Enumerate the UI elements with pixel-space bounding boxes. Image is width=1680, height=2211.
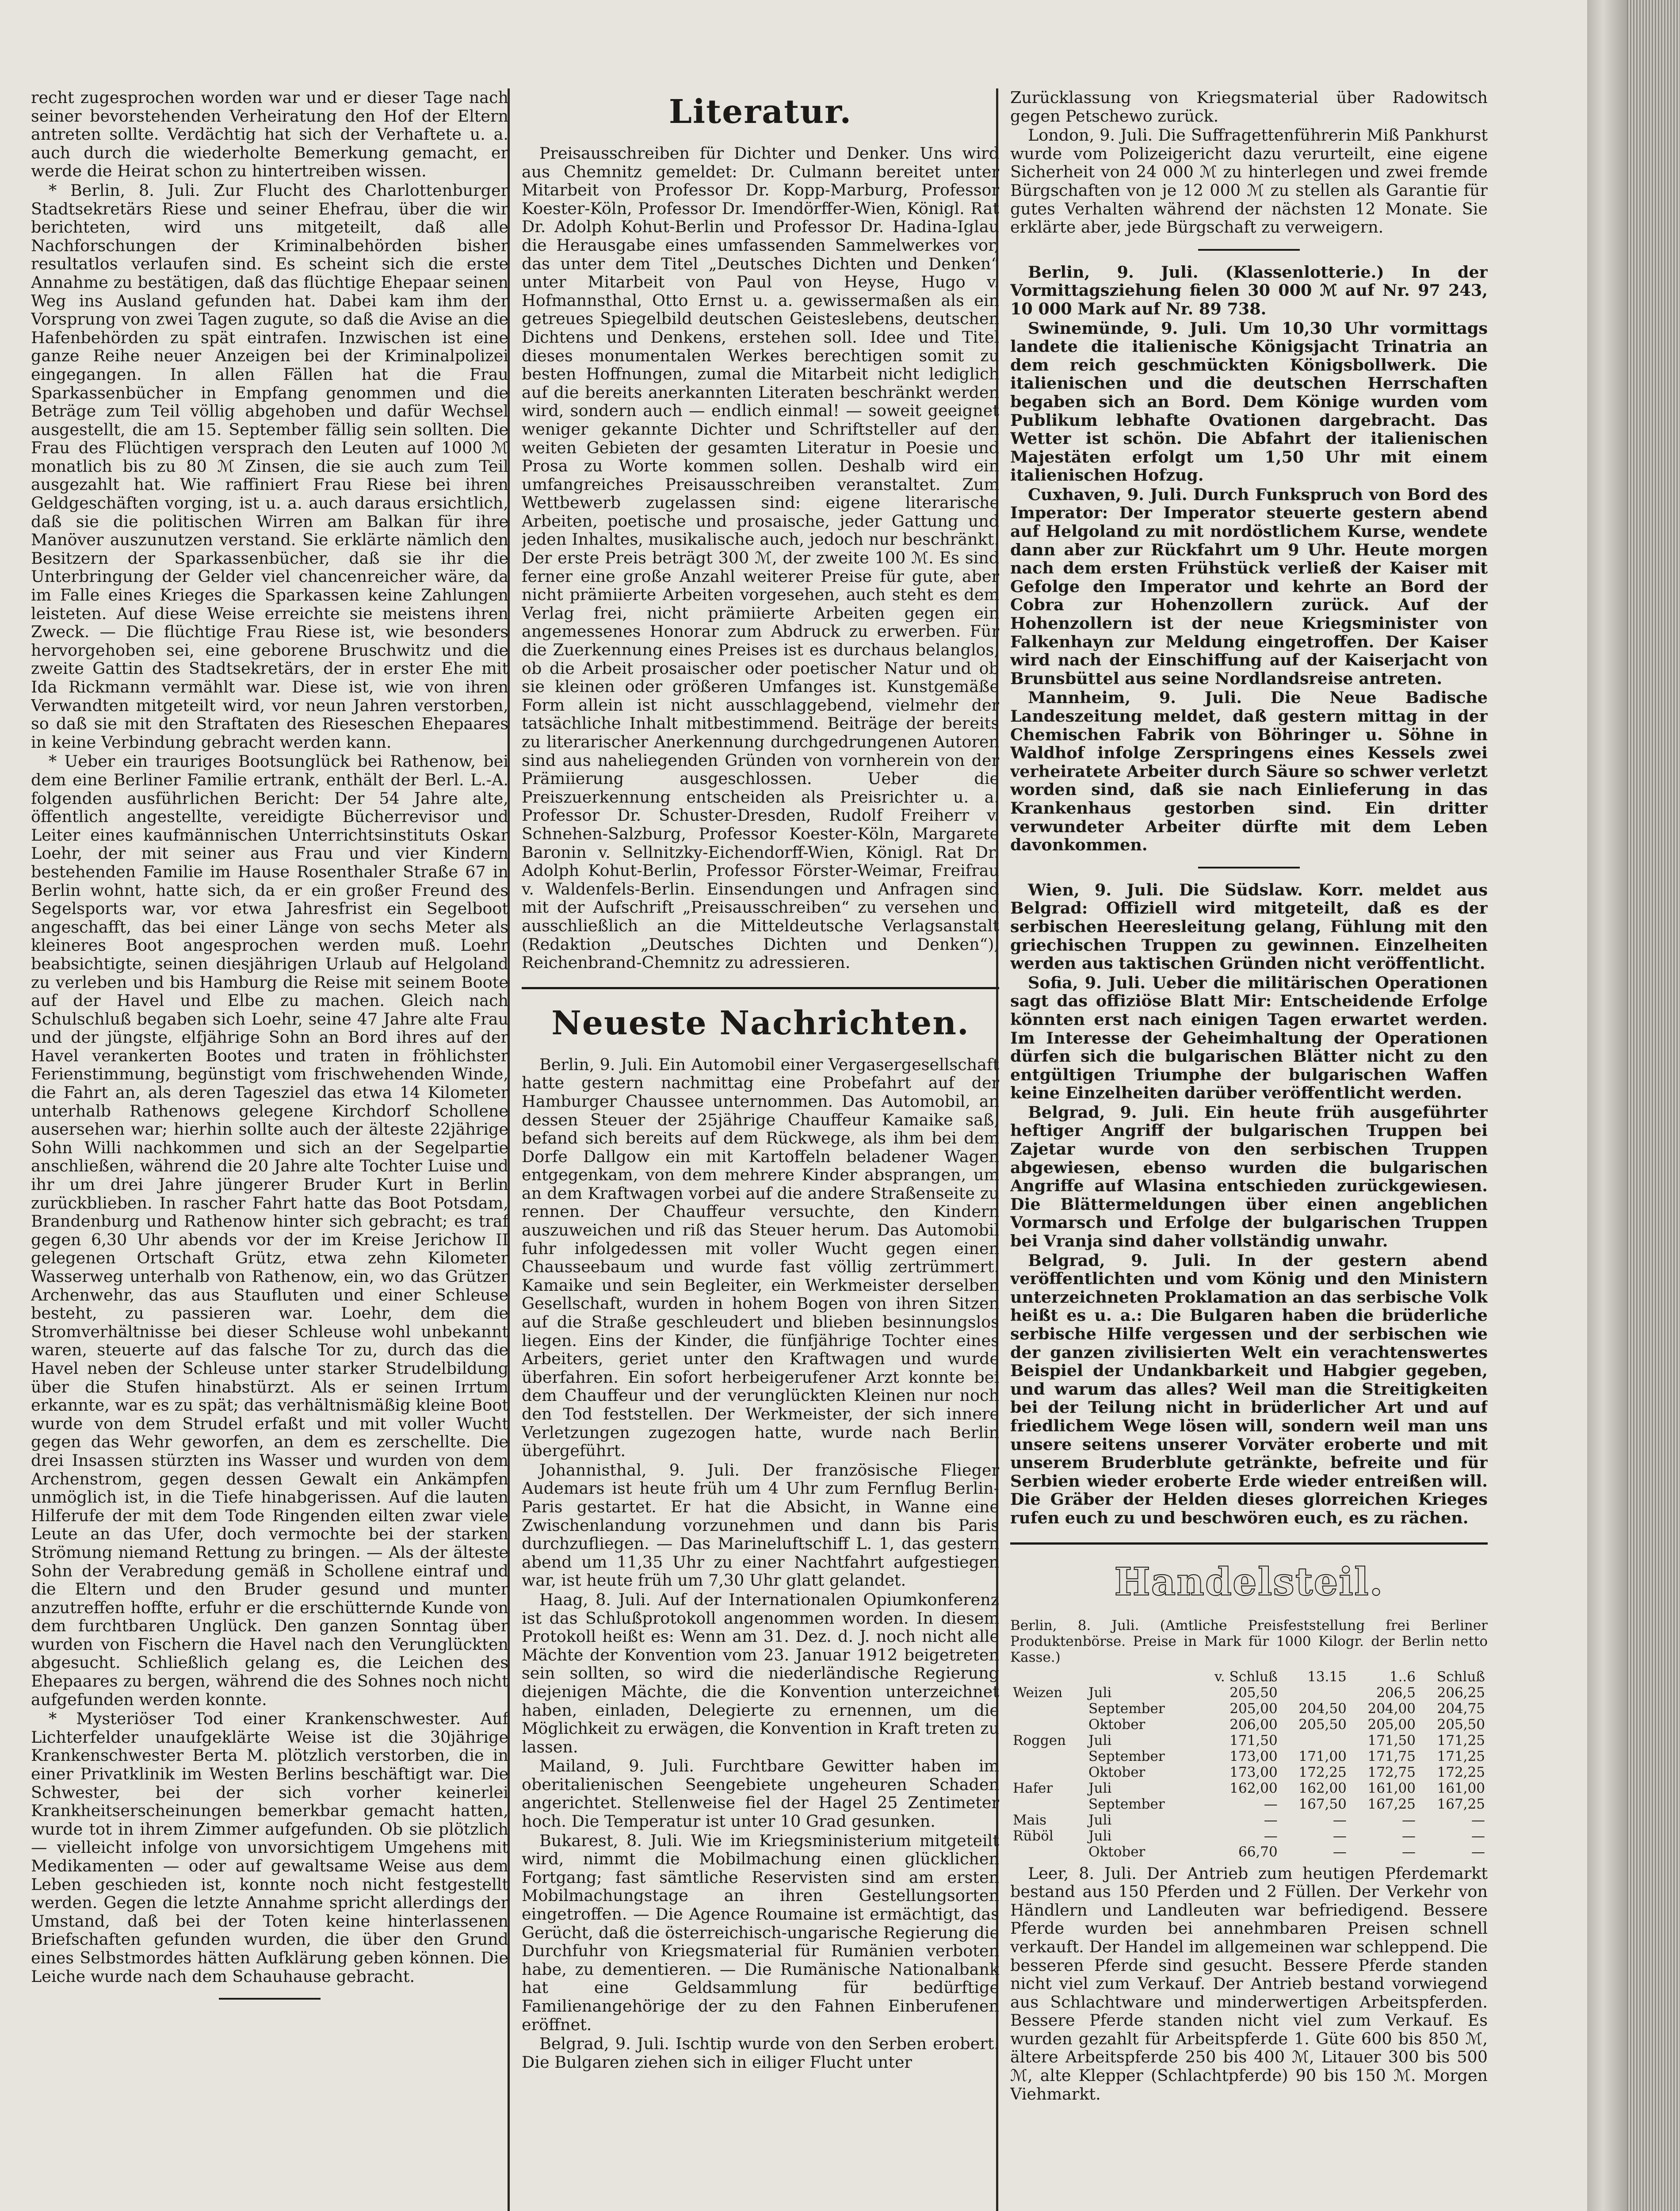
news-item-bold: Berlin, 9. Juli. (Klassenlotterie.) In der Vormittagsziehung fielen 30 000 ℳ auf Nr. 97 243, 10 000 Mark auf Nr. 89 738. [1010,262,1488,318]
market-cell: — [1471,1844,1485,1860]
market-header-row [1010,1669,1488,1685]
market-row [1010,1717,1488,1733]
market-cell: — [1264,1812,1278,1828]
news-item-bold: Swinemünde, 9. Juli. Um 10,30 Uhr vormittags landete die italienische Königsjacht Trinatria an dem reich geschmückten Königsbollwerk. Die italienischen und die deutschen Herrschaften begaben sich an Bord. Dem Könige wurden vom Publikum lebhafte Ovationen dargebracht. Das Wetter ist schön. Die Abfahrt der italienischen Majestäten erfolgt um 1,50 Uhr mit einem italienischen Hofzug. [1010,318,1488,485]
market-row [1010,1796,1488,1812]
market-cell [1280,1685,1349,1701]
page-edge [1587,0,1627,2211]
market-cell: Roggen [1013,1732,1066,1748]
market-cell: September [1088,1700,1165,1717]
market-cell [1010,1748,1086,1764]
market-cell: Mais [1013,1812,1047,1828]
market-col-header: v. Schluß [1214,1668,1278,1685]
market-cell: September [1088,1796,1165,1812]
market-cell [1010,1717,1086,1733]
market-cell [1010,1701,1086,1717]
market-cell: 171,25 [1437,1732,1485,1748]
article-krankenschwester: * Mysteriöser Tod einer Krankenschwester. Auf Lichterfelder unaufgeklärte Weise ist die 30jährige Krankenschwester Berta M. plötzlich verstorben, die in einer Privatklinik im Westen Berlins beschäftigt war. Die Schwester, bei der sich vorher keinerlei Krankheitserscheinungen bemerkbar gemacht hatten, wurde tot in ihrem Zimmer aufgefunden. Ob sie plötzlich — vielleicht infolge von unvorsichtigem Umgehens mit Medikamenten — oder auf gewaltsame Weise aus dem Leben geschieden ist, konnte noch nicht festgestellt werden. Gegen die letzte Annahme spricht allerdings der Umstand, daß bei der Toten keine hinterlassenen Briefschaften gefunden wurden, die über den Grund eines Selbstmordes hätten Aufklärung geben können. Die Leiche wurde nach dem Schauhause gebracht. [31,1709,508,1986]
market-cell: 206,5 [1376,1684,1416,1701]
market-cell: — [1471,1828,1485,1844]
market-cell: 161,00 [1367,1780,1416,1796]
market-cell: 205,50 [1437,1716,1485,1733]
market-cell [1280,1733,1349,1748]
news-item-bold: Cuxhaven, 9. Juli. Durch Funkspruch von Bord des Imperator: Der Imperator steuerte gestern abend auf Helgoland zu mit nordöstlichem Kurse, wendete dann aber zur Rückfahrt um 9 Uhr. Heute morgen nach dem ersten Frühstück verließ der Kaiser mit Gefolge den Imperator und kehrte an Bord der Cobra zur Hohenzollern zurück. Auf der Hohenzollern ist der neue Kriegsminister von Falkenhayn zur Meldung eingetroffen. Der Kaiser wird nach der Einschiffung auf der Kaiserjacht von Brunsbüttel aus seine Nordlandsreise antreten. [1010,485,1488,688]
news-item: London, 9. Juli. Die Suffragettenführerin Miß Pankhurst wurde vom Polizeigericht dazu verurteilt, eine eigene Sicherheit von 24 000 ℳ zu hinterlegen und zwei fremde Bürgschaften von je 12 000 ℳ zu stellen als Garantie für gutes Verhalten während der nächsten 12 Monate. Sie erklärte aber, jede Bürgschaft zu verweigern. [1010,126,1488,237]
news-item: Mailand, 9. Juli. Furchtbare Gewitter haben im oberitalienischen Seengebiete ungeheuren Schaden angerichtet. Stellenweise fiel der Hagel 25 Zentimeter hoch. Die Temperatur ist unter 10 Grad gesunken. [522,1756,999,1831]
market-cell: — [1401,1844,1416,1860]
market-cell: — [1401,1812,1416,1828]
article-text: recht zugesprochen worden war und er dieser Tage nach seiner bevorstehenden Verheiratung den Hof der Eltern antreten sollte. Verdächtig hat sich der Verhaftete u. a. auch durch die wiederholte Bemerkung gemacht, er werde die Heirat schon zu hintertreiben wissen. [31,88,508,181]
market-cell: 171,00 [1298,1748,1347,1764]
market-cell: — [1264,1828,1278,1844]
news-item-bold: Wien, 9. Juli. Die Südslaw. Korr. meldet aus Belgrad: Offiziell wird mitgeteilt, daß es der serbischen Heeresleitung gelang, Fühlung mit den griechischen Truppen zu gewinnen. Einzelheiten werden aus taktischen Gründen nicht veröffentlicht. [1010,880,1488,973]
news-item: Haag, 8. Juli. Auf der Internationalen Opiumkonferenz ist das Schlußprotokoll angenommen worden. In diesem Protokoll heißt es: Wenn am 31. Dez. d. J. noch nicht alle Mächte der Konvention vom 23. Januar 1912 beigetreten sein sollten, so wird die niederländische Regierung diejenigen Mächte, die die Konvention unterzeichnet haben, einladen, Delegierte zu ernennen, um die Möglichkeit zu erwägen, die Konvention in Kraft treten zu lassen. [522,1590,999,1756]
news-item: Berlin, 9. Juli. Ein Automobil einer Vergasergesellschaft hatte gestern nachmittag eine Probefahrt auf der Hamburger Chaussee unternommen. Das Automobil, an dessen Steuer der 25jährige Chauffeur Kamaike saß, befand sich bereits auf dem Rückwege, als ihm bei dem Dorfe Dallgow ein mit Kartoffeln beladener Wagen entgegenkam, von dem mehrere Kinder absprangen, um an dem Kraftwagen vorbei auf die andere Straßenseite zu rennen. Der Chauffeur versuchte, den Kindern auszuweichen und riß das Steuer herum. Das Automobil fuhr infolgedessen mit voller Wucht gegen einen Chausseebaum und wurde fast völlig zertrümmert. Kamaike und sein Begleiter, ein Werkmeister derselben Gesellschaft, wurden in hohem Bogen von ihren Sitzen auf die Straße geschleudert und blieben besinnungslos liegen. Eins der Kinder, die fünfjährige Tochter eines Arbeiters, geriet unter den Kraftwagen und wurde überfahren. Ein sofort herbeigerufener Arzt konnte bei dem Chauffeur und der verunglückten Kleinen nur noch den Tod feststellen. Der Werkmeister, der sich innere Verletzungen zugezogen hatte, wurde nach Berlin übergeführt. [522,1055,999,1461]
market-cell: 66,70 [1238,1844,1278,1860]
divider [1010,1542,1488,1545]
market-intro: Berlin, 8. Juli. (Amtliche Preisfeststellung frei Berliner Produktenbörse. Preise in Mark für 1000 Kilogr. der Berlin netto Kasse.) [1010,1617,1488,1665]
market-cell: — [1471,1812,1485,1828]
market-cell: 161,00 [1437,1780,1485,1796]
book-edge [1627,0,1680,2211]
market-col-header: 13.15 [1307,1668,1347,1685]
article-preisausschreiben: Preisausschreiben für Dichter und Denker. Uns wird aus Chemnitz gemeldet: Dr. Culmann bereitet unter Mitarbeit von Professor Dr. Kopp-Marburg, Professor Koester-Köln, Professor Dr. Imendörffer-Wien, Königl. Rat Dr. Adolph Kohut-Berlin und Professor Dr. Hadina-Iglau die Herausgabe eines umfassenden Sammelwerkes vor, das unter dem Titel „Deutsches Dichten und Denken“ unter Mitarbeit von Paul von Heyse, Hugo v. Hofmannsthal, Otto Ernst u. a. gewissermaßen als ein getreues Spiegelbild deutschen Geisteslebens, deutschen Dichtens und Denkens, erstehen soll. Idee und Titel dieses monumentalen Werkes berechtigen somit zu besten Hoffnungen, zumal die Mitarbeit nicht lediglich auf die bereits anerkannten Literaten beschränkt werden wird, sondern auch — endlich einmal! — soweit geeignet weniger gekannte Dichter und Schriftsteller auf den weiten Gebieten der gesamten Literatur in Poesie und Prosa zu Worte kommen sollen. Deshalb wird ein umfangreiches Preisausschreiben veranstaltet. Zum Wettbewerb zugelassen sind: eigene literarische Arbeiten, poetische und prosaische, jeder Gattung und jeden Inhaltes, musikalische auch, jedoch nur beschränkt. Der erste Preis beträgt 300 ℳ, der zweite 100 ℳ. Es sind ferner eine große Anzahl weiterer Preise für gute, aber nicht prämiierte Arbeiten vorgesehen, auch steht es dem Verlag frei, nicht prämiierte Arbeiten gegen ein angemessenes Honorar zum Abdruck zu erwerben. Für die Zuerkennung eines Preises ist es durchaus belanglos, ob die Arbeit prosaischer oder poetischer Natur und ob sie kleinen oder größeren Umfanges ist. Kunstgemäße Form allein ist nicht ausschlaggebend, vielmehr der tatsächliche Inhalt mitbestimmend. Beiträge der bereits zu literarischer Anerkennung durchgedrungenen Autoren sind aus naheliegenden Gründen von vornherein von der Prämiierung ausgeschlossen. Ueber die Preiszuerkennung entscheiden als Preisrichter u. a. Professor Dr. Schuster-Dresden, Rudolf Freiherr v. Schnehen-Salzburg, Professor Koester-Köln, Margarete Baronin v. Sellnitzky-Eichendorff-Wien, Königl. Rat Dr. Adolph Kohut-Berlin, Professor Förster-Weimar, Freifrau v. Waldenfels-Berlin. Einsendungen und Anfragen sind mit der Aufschrift „Preisausschreiben“ zu versehen und ausschließlich an die Mitteldeutsche Verlagsanstalt (Redaktion „Deutsches Dichten und Denken“), Reichenbrand-Chemnitz zu adressieren. [522,144,999,972]
market-row [1010,1764,1488,1780]
market-cell: Juli [1088,1828,1112,1844]
article-bootsunglueck: * Ueber ein trauriges Bootsunglück bei Rathenow, bei dem eine Berliner Familie ertrank, enthält der Berl. L.-A. folgenden ausführlichen Bericht: Der 54 Jahre alte, öffentlich angestellte, vereidigte Bücherrevisor und Leiter eines kaufmännischen Unterrichtsinstituts Oskar Loehr, der mit seiner aus Frau und vier Kindern bestehenden Familie im Hause Rosenthaler Straße 67 in Berlin wohnt, hatte sich, da er ein großer Freund des Segelsports war, vor etwa Jahresfrist ein Segelboot angeschafft, das bei einer Länge von sechs Meter als kleineres Boot angesprochen werden muß. Loehr beabsichtigte, seinen diesjährigen Urlaub auf Helgoland zu verleben und bis Hamburg die Reise mit seinem Boote auf der Havel und Elbe zu machen. Gleich nach Schulschluß begaben sich Loehr, seine 47 Jahre alte Frau und der jüngste, elfjährige Sohn an Bord ihres auf der Havel verankerten Bootes und traten in fröhlichster Ferienstimmung, begünstigt vom frischwehenden Winde, die Fahrt an, als deren Tagesziel das etwa 14 Kilometer unterhalb Rathenows gelegene Kirchdorf Schollene ausersehen war; hierhin sollte auch der älteste 22jährige Sohn Willi nachkommen und sich an der Segelpartie anschließen, während die 20 Jahre alte Tochter Luise und ihr um drei Jahre jüngerer Bruder Kurt in Berlin zurückblieben. In rascher Fahrt hatte das Boot Potsdam, Brandenburg und Rathenow hinter sich gebracht; es traf gegen 6,30 Uhr abends vor der im Kreise Jerichow II gelegenen Ortschaft Grütz, etwa zehn Kilometer Wasserweg unterhalb von Rathenow, ein, wo das Grützer Archenwehr, das aus Staufluten und einer Schleuse besteht, zu passieren war. Loehr, dem die Stromverhältnisse bei dieser Schleuse wohl unbekannt waren, steuerte auf das falsche Tor zu, durch das die Havel neben der Schleuse unter starker Strudelbildung über die Stufen hinabstürzt. Als er seinen Irrtum erkannte, war es zu spät; das verhältnismäßig kleine Boot wurde von dem Strudel erfaßt und mit voller Wucht gegen das Wehr geworfen, an dem es zerschellte. Die drei Insassen stürzten ins Wasser und wurden von dem Archenstrom, gegen dessen Gewalt ein Ankämpfen unmöglich ist, in die Tiefe hinabgerissen. Auf die lauten Hilferufe der mit dem Tode Ringenden eilten zwar viele Leute an das Ufer, doch vermochte bei der starken Strömung niemand Rettung zu bringen. — Als der älteste Sohn der Verabredung gemäß in Schollene eintraf und die Eltern und den Bruder gesund und munter anzutreffen hoffte, erfuhr er die erschütternde Kunde von dem furchtbaren Unglück. Den ganzen Sonntag über wurden von Fischern die Havel nach den Verunglückten abgesucht. Schließlich gelang es, die Leichen des Ehepaares zu bergen, während die des Sohnes noch nicht aufgefunden werden konnte. [31,752,508,1709]
market-cell: Weizen [1013,1684,1063,1701]
market-cell: 205,00 [1367,1716,1416,1733]
market-cell: 173,00 [1229,1748,1278,1764]
market-cell: Hafer [1013,1780,1053,1796]
market-col-header: 1..6 [1389,1668,1416,1685]
market-cell: — [1264,1796,1278,1812]
market-cell: — [1333,1844,1347,1860]
market-cell: — [1401,1828,1416,1844]
article-berlin-riese: * Berlin, 8. Juli. Zur Flucht des Charlottenburger Stadtsekretärs Riese und seiner Ehefrau, über die wir berichteten, wird uns mitgeteilt, daß alle Nachforschungen der Kriminalbehörden bisher resultatlos verlaufen sind. Es scheint sich die erste Annahme zu bestätigen, daß das flüchtige Ehepaar seinen Weg ins Ausland gefunden hat. Dabei kam ihm der Vorsprung von zwei Tagen zugute, so daß die Avise an die Hafenbehörden zu spät eintrafen. Inzwischen ist eine ganze Reihe neuer Anzeigen bei der Kriminalpolizei eingegangen. In allen Fällen hat die Frau Sparkassenbücher in Empfang genommen und die Beträge zum Teil völlig abgehoben und dafür Wechsel ausgestellt, die am 15. September fällig sein sollten. Die Frau des Flüchtigen versprach den Leuten auf 1000 ℳ monatlich bis zu 80 ℳ Zinsen, die sie auch zum Teil ausgezahlt hat. Wie raffiniert Frau Riese bei ihren Geldgeschäften vorging, ist u. a. auch daraus ersichtlich, daß sie die politischen Wirren am Balkan für ihre Manöver auszunutzen verstand. Sie erklärte nämlich den Besitzern der Sparkassenbücher, daß sie ihr die Unterbringung der Gelder viel chancenreicher wäre, da im Falle eines Krieges die Sparkassen keine Zahlungen leisteten. Auf diese Weise erreichte sie meistens ihren Zweck. — Die flüchtige Frau Riese ist, wie besonders hervorgehoben sei, eine geborene Bruschwitz und die zweite Gattin des Stadtsekretärs, der in erster Ehe mit Ida Rickmann vermählt war. Diese ist, wie von ihren Verwandten mitgeteilt wird, vor neun Jahren verstorben, so daß sie mit den Straftaten des Rieseschen Ehepaares in keine Verbindung gebracht werden kann. [31,180,508,752]
market-table [1010,1669,1488,1860]
market-cell: 172,25 [1437,1764,1485,1780]
market-cell: September [1088,1748,1165,1764]
market-cell: Oktober [1088,1844,1145,1860]
market-row [1010,1685,1488,1701]
divider [1198,249,1300,251]
section-heading-literatur: Literatur. [668,93,852,131]
market-cell: 172,25 [1298,1764,1347,1780]
market-cell [1010,1796,1086,1812]
news-item: Zurücklassung von Kriegsmaterial über Radowitsch gegen Petschewo zurück. [1010,88,1488,126]
market-row [1010,1780,1488,1796]
market-cell: Juli [1088,1780,1112,1796]
market-cell: 205,50 [1298,1716,1347,1733]
market-cell: 172,75 [1367,1764,1416,1780]
news-item: Belgrad, 9. Juli. Ischtip wurde von den Serben erobert. Die Bulgaren ziehen sich in eiliger Flucht unter [522,2034,999,2072]
market-row [1010,1812,1488,1828]
market-cell: 167,50 [1298,1796,1347,1812]
divider [219,1998,321,2000]
market-cell [1010,1844,1086,1860]
market-cell: Juli [1088,1812,1112,1828]
market-cell: Oktober [1088,1764,1145,1780]
market-col-header [1010,1669,1086,1685]
market-cell: — [1333,1828,1347,1844]
market-cell: 206,00 [1229,1716,1278,1733]
news-item: Bukarest, 8. Juli. Wie im Kriegsministerium mitgeteilt wird, nimmt die Mobilmachung einen glücklichen Fortgang; fast sämtliche Reservisten sind am ersten Mobilmachungstage an ihren Gestellungsorten eingetroffen. — Die Agence Roumaine ist ermächtigt, das Gerücht, daß die österreichisch-ungarische Regierung die Durchfuhr von Kriegsmaterial für Rumänien verboten habe, zu dementieren. — Die Rumänische Nationalbank hat eine Geldsammlung für bedürftige Familienangehörige der zu den Fahnen Einberufenen eröffnet. [522,1831,999,2034]
section-heading-handelsteil: Handelsteil. [1114,1559,1384,1604]
market-cell: 171,25 [1437,1748,1485,1764]
market-cell [1010,1764,1086,1780]
market-col-header [1086,1669,1191,1685]
news-item-bold: Belgrad, 9. Juli. Ein heute früh ausgeführter heftiger Angriff der bulgarischen Truppen bei Zajetar wurde von den serbischen Truppen abgewiesen, ebenso wurden die bulgarischen Angriffe auf Wlasina entschieden zurückgewiesen. Die Blättermeldungen über einen angeblichen Vormarsch und Erfolge der bulgarischen Truppen bei Vranja sind daher vollständig unwahr. [1010,1102,1488,1251]
divider [522,987,999,989]
market-cell: 173,00 [1229,1764,1278,1780]
news-item: Johannisthal, 9. Juli. Der französische Flieger Audemars ist heute früh um 4 Uhr zum Fernflug Berlin-Paris gestartet. Er hat die Absicht, in Wanne eine Zwischenlandung vorzunehmen und dann bis Paris durchzufliegen. — Das Marineluftschiff L. 1, das gestern abend um 11,35 Uhr zu einer Nachtfahrt aufgestiegen war, ist heute früh um 7,30 Uhr glatt gelandet. [522,1460,999,1590]
news-item-bold: Belgrad, 9. Juli. In der gestern abend veröffentlichten und vom König und den Ministern unterzeichneten Proklamation an das serbische Volk heißt es u. a.: Die Bulgaren haben die brüderliche serbische Hilfe vergessen und der serbischen wie der ganzen zivilisierten Welt ein verachtenswertes Beispiel der Undankbarkeit und Habgier gegeben, und warum das alles? Weil man die Streitigkeiten bei der Teilung nicht in brüderlicher Art und auf friedlichem Wege lösen will, sondern weil man uns unsere seitens unserer Vorväter eroberte und mit unserem Bruderblute getränkte, befreite und für Serbien wieder eroberte Erde wieder entreißen will. Die Gräber der Helden dieses glorreichen Krieges rufen euch zu und beschwören euch, es zu rächen. [1010,1251,1488,1527]
news-item-bold: Sofia, 9. Juli. Ueber die militärischen Operationen sagt das offiziöse Blatt Mir: Entscheidende Erfolge könnten erst nach einigen Tagen erwartet werden. Im Interesse der Geheimhaltung der Operationen dürfen sich die bulgarischen Blätter nicht zu den entgültigen Triumphe der bulgarischen Waffen keine Einzelheiten darüber veröffentlicht werden. [1010,973,1488,1103]
market-cell: Juli [1088,1684,1112,1701]
market-cell: 171,75 [1367,1748,1416,1764]
market-cell: Juli [1088,1732,1112,1748]
market-cell: 204,75 [1437,1700,1485,1717]
column-2 [522,88,999,2211]
market-row [1010,1701,1488,1717]
market-cell: 204,00 [1367,1700,1416,1717]
market-cell: 171,50 [1229,1732,1278,1748]
news-item: Leer, 8. Juli. Der Antrieb zum heutigen Pferdemarkt bestand aus 150 Pferden und 2 Füllen. Der Verkehr von Händlern und Landleuten war befriedigend. Bessere Pferde wurden bei annehmbaren Preisen schnell verkauft. Der Handel im allgemeinen war schleppend. Die besseren Pferde sind gesucht. Bessere Pferde standen nicht viel zum Verkauf. Der Antrieb bestand vorwiegend aus Schlachtware und minderwertigen Arbeitspferden. Bessere Pferde standen nicht viel zum Verkauf. Es wurden gezahlt für Arbeitspferde 1. Güte 600 bis 850 ℳ, ältere Arbeitspferde 250 bis 400 ℳ, Litauer 300 bis 500 ℳ, alte Klepper (Schlachtpferde) 90 bis 150 ℳ. Morgen Viehmarkt. [1010,1863,1488,2104]
market-row [1010,1844,1488,1860]
market-cell: — [1333,1812,1347,1828]
market-row [1010,1828,1488,1844]
market-cell: 167,25 [1437,1796,1485,1812]
market-row [1010,1748,1488,1764]
market-cell: 204,50 [1298,1700,1347,1717]
market-cell: 205,50 [1229,1684,1278,1701]
market-cell: 171,50 [1367,1732,1416,1748]
market-cell: 162,00 [1298,1780,1347,1796]
market-row [1010,1733,1488,1748]
divider [1198,867,1300,868]
market-cell: 205,00 [1229,1700,1278,1717]
news-item-bold: Mannheim, 9. Juli. Die Neue Badische Landeszeitung meldet, daß gestern mittag in der Chemischen Fabrik von Böhringer u. Söhne in Waldhof infolge Zerspringens eines Kessels zwei verheiratete Arbeiter durch Säure so schwer verletzt worden sind, daß sie nach Einlieferung in das Krankenhaus gestorben sind. Ein dritter verwundeter Arbeiter dürfte mit dem Leben davonkommen. [1010,688,1488,855]
market-body [1010,1685,1488,1860]
section-heading-nachrichten: Neueste Nachrichten. [551,1004,970,1042]
column-3 [1010,88,1488,2211]
market-col-header: Schluß [1436,1668,1485,1685]
market-cell: Oktober [1088,1716,1145,1733]
market-cell: Rüböl [1013,1828,1054,1844]
column-1 [31,88,508,2211]
market-cell: 162,00 [1229,1780,1278,1796]
market-cell: 206,25 [1437,1684,1485,1701]
market-cell: 167,25 [1367,1796,1416,1812]
